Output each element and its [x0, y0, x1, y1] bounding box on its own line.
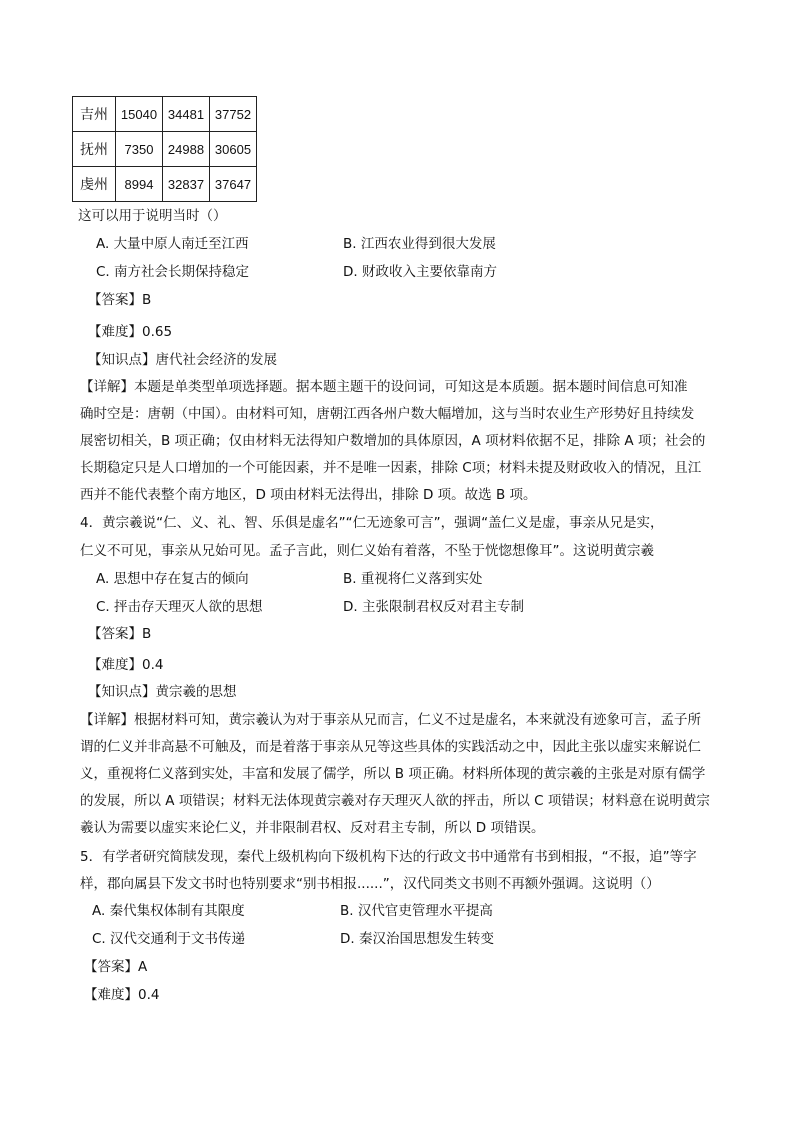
q3-option-d: D. 财政收入主要依靠南方 [343, 264, 497, 280]
table-cell: 32837 [163, 167, 210, 202]
q3-detail-line: 展密切相关，B 项正确；仅由材料无法得知户数增加的具体原因，A 项材料依据不足，排除 A 项；社会的 [80, 433, 706, 449]
q4-detail-line: 义，重视将仁义落到实处，丰富和发展了儒学，所以 B 项正确。材料所体现的黄宗羲的主张是对原有儒学 [80, 766, 706, 782]
household-table [72, 96, 257, 202]
q3-knowledge-point: 【知识点】唐代社会经济的发展 [88, 352, 277, 368]
table-cell: 24988 [163, 132, 210, 167]
q4-difficulty: 【难度】0.4 [88, 657, 164, 673]
q4-option-b: B. 重视将仁义落到实处 [343, 571, 483, 587]
q4-option-d: D. 主张限制君权反对君主专制 [343, 599, 524, 615]
question-4-stem: 仁义不可见，事亲从兄始可见。孟子言此，则仁义始有着落，不坠于恍惚想像耳”。这说明黄宗羲 [80, 543, 654, 559]
q5-option-c: C. 汉代交通利于文书传递 [92, 931, 246, 947]
question-5-stem: 5．有学者研究简牍发现，秦代上级机构向下级机构下达的行政文书中通常有书到相报，“不报，追”等字 [80, 849, 697, 865]
q5-option-a: A. 秦代集权体制有其限度 [92, 903, 245, 919]
q3-answer: 【答案】B [88, 292, 152, 308]
q4-detail-line: 羲认为需要以虚实来论仁义，并非限制君权、反对君主专制，所以 D 项错误。 [80, 820, 545, 836]
q3-detail-line: 确时空是：唐朝（中国）。由材料可知，唐朝江西各州户数大幅增加，这与当时农业生产形势好且持续发 [80, 406, 695, 422]
table-row [73, 97, 257, 132]
q3-option-c: C. 南方社会长期保持稳定 [96, 264, 250, 280]
q4-detail-line: 的发展，所以 A 项错误；材料无法体现黄宗羲对存天理灭人欲的抨击，所以 C 项错误；材料意在说明黄宗 [80, 793, 710, 809]
q5-difficulty: 【难度】0.4 [84, 987, 160, 1003]
q3-detail-line: 【详解】本题是单类型单项选择题。据本题主题干的设问词，可知这是本质题。据本题时间信息可知准 [80, 379, 688, 395]
table-row [73, 167, 257, 202]
table-cell: 吉州 [73, 97, 116, 132]
table-cell: 7350 [116, 132, 163, 167]
q4-answer: 【答案】B [88, 626, 152, 642]
q3-option-b: B. 江西农业得到很大发展 [343, 236, 496, 252]
q4-option-c: C. 抨击存天理灭人欲的思想 [96, 599, 263, 615]
q5-answer: 【答案】A [84, 959, 148, 975]
q3-option-a: A. 大量中原人南迁至江西 [96, 236, 249, 252]
q3-detail-line: 西并不能代表整个南方地区，D 项由材料无法得出，排除 D 项。故选 B 项。 [80, 487, 537, 503]
table-cell: 37752 [210, 97, 257, 132]
table-cell: 15040 [116, 97, 163, 132]
question-4-stem: 4．黄宗羲说“仁、义、礼、智、乐俱是虚名”“仁无迹象可言”，强调“盖仁义是虚，事亲从兄是实， [80, 515, 664, 531]
q5-option-d: D. 秦汉治国思想发生转变 [340, 931, 494, 947]
table-cell: 虔州 [73, 167, 116, 202]
q3-difficulty: 【难度】0.65 [88, 324, 173, 340]
q4-detail-line: 谓的仁义并非高悬不可触及，而是着落于事亲从兄等这些具体的实践活动之中，因此主张以虚实来解说仁 [80, 739, 701, 755]
q5-option-b: B. 汉代官吏管理水平提高 [340, 903, 493, 919]
q4-option-a: A. 思想中存在复古的倾向 [96, 571, 249, 587]
table-cell: 37647 [210, 167, 257, 202]
q4-knowledge-point: 【知识点】黄宗羲的思想 [88, 684, 237, 700]
table-cell: 30605 [210, 132, 257, 167]
question-5-stem: 样，郡向属县下发文书时也特别要求“别书相报......”，汉代同类文书则不再额外强调。这说明（） [80, 876, 660, 892]
table-cell: 抚州 [73, 132, 116, 167]
q4-detail-line: 【详解】根据材料可知，黄宗羲认为对于事亲从兄而言，仁义不过是虚名，本来就没有迹象可言，孟子所 [80, 712, 701, 728]
q3-detail-line: 长期稳定只是人口增加的一个可能因素，并不是唯一因素，排除 C项；材料未提及财政收入的情况，且江 [80, 460, 702, 476]
table-cell: 8994 [116, 167, 163, 202]
table-row [73, 132, 257, 167]
question-3-stem: 这可以用于说明当时（） [78, 208, 227, 224]
table-cell: 34481 [163, 97, 210, 132]
